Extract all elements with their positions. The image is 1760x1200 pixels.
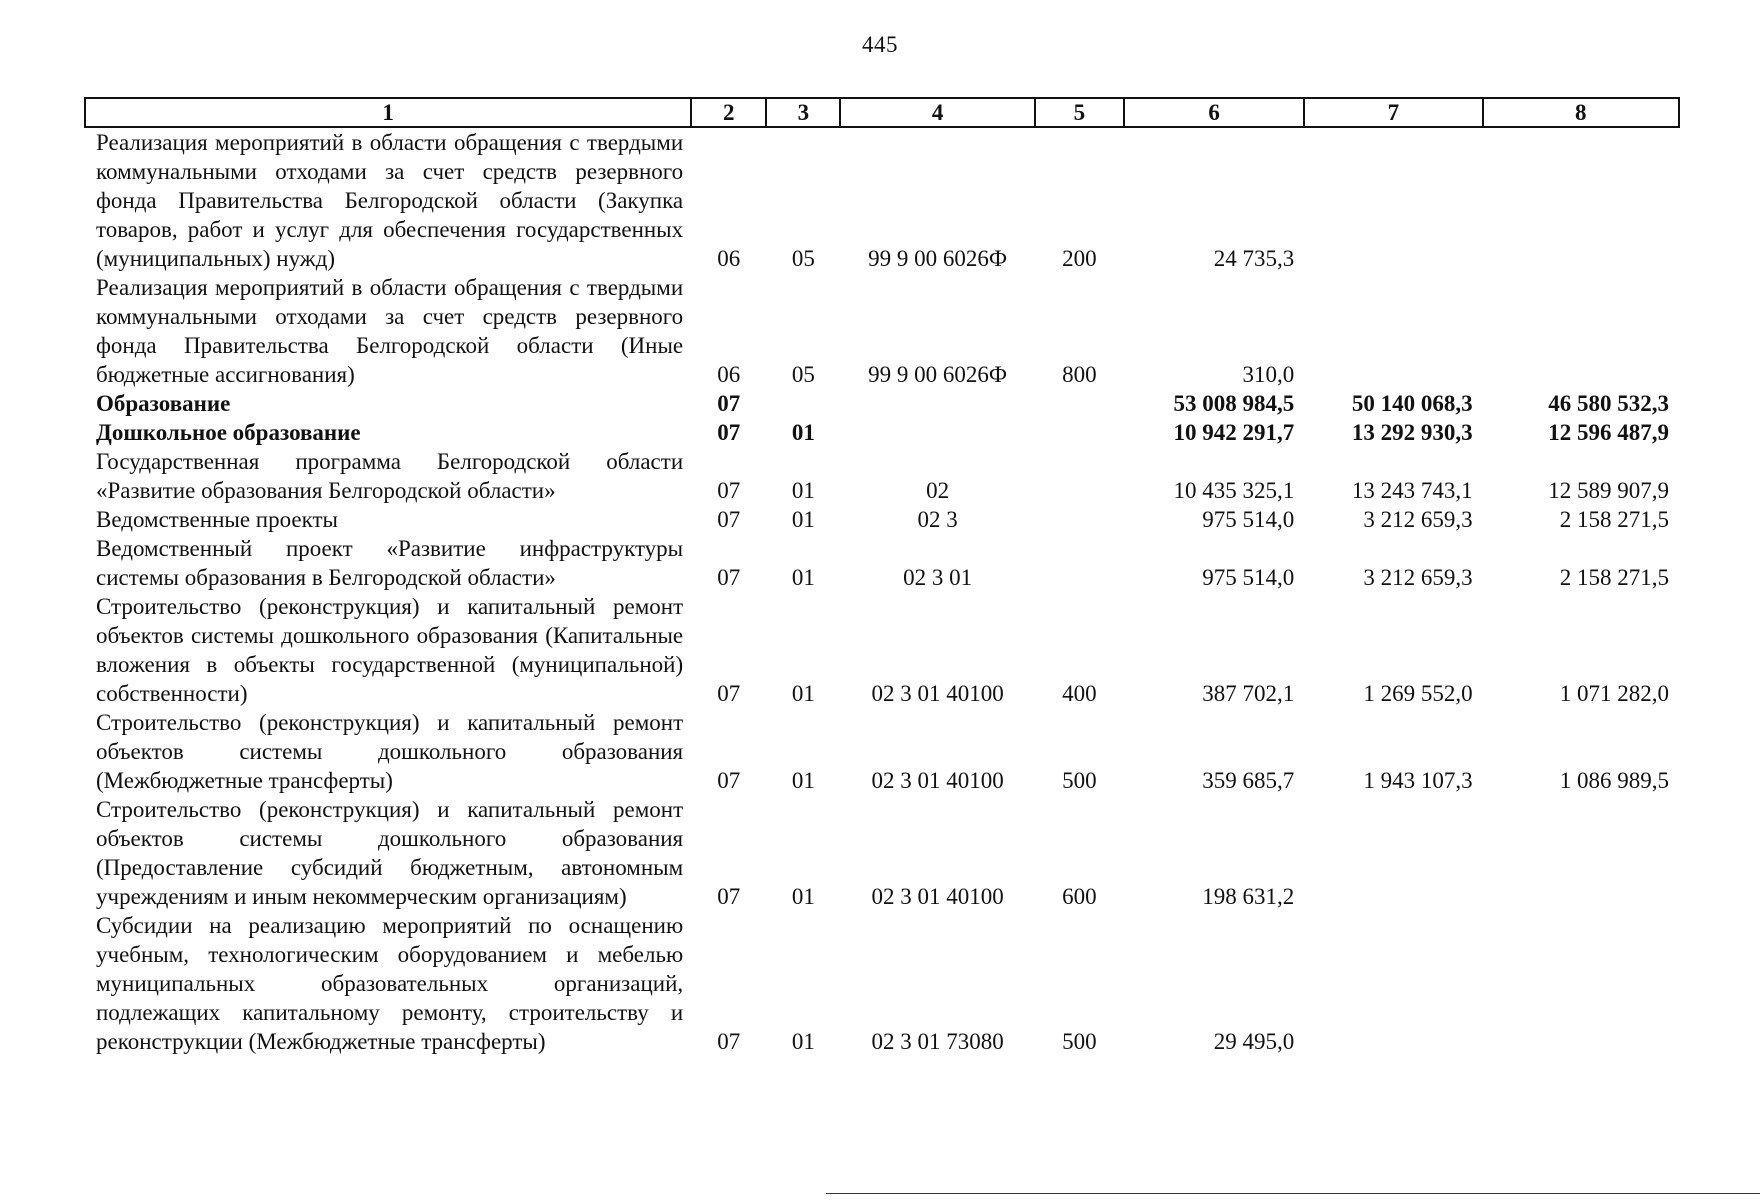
row-target-code bbox=[840, 418, 1034, 447]
row-amount-3 bbox=[1483, 795, 1679, 911]
row-amount-1: 10 942 291,7 bbox=[1173, 420, 1295, 445]
row-subsection bbox=[766, 389, 840, 418]
row-amount-3: 1 086 989,5 bbox=[1559, 768, 1669, 793]
row-section: 07 bbox=[717, 507, 741, 532]
page-number: 445 bbox=[862, 32, 898, 57]
row-amount-2 bbox=[1304, 127, 1482, 273]
row-subsection: 01 bbox=[791, 478, 815, 503]
row-amount-1: 310,0 bbox=[1242, 362, 1295, 387]
row-expense-type: 500 bbox=[1062, 1029, 1097, 1054]
row-amount-3 bbox=[1483, 911, 1679, 1056]
row-name: Строительство (реконструкция) и капитальный ремонт объектов системы дошкольного образования (Предоставление субсидий бюджетным, автономным учреждениям и иным некоммерческим организациям) bbox=[96, 797, 684, 909]
row-amount-1: 10 435 325,1 bbox=[1173, 478, 1295, 503]
row-name: Образование bbox=[96, 391, 231, 416]
table-header bbox=[85, 98, 1679, 127]
header-row bbox=[85, 98, 1679, 127]
header-col-5: 5 bbox=[1035, 98, 1124, 127]
row-section: 07 bbox=[717, 681, 741, 706]
row-section: 07 bbox=[717, 884, 741, 909]
row-amount-2 bbox=[1304, 911, 1482, 1056]
row-expense-type: 200 bbox=[1062, 246, 1097, 271]
row-section: 06 bbox=[717, 246, 741, 271]
row-section: 07 bbox=[717, 565, 741, 590]
row-amount-1: 975 514,0 bbox=[1202, 507, 1295, 532]
row-amount-2: 13 292 930,3 bbox=[1351, 420, 1473, 445]
header-col-3: 3 bbox=[766, 98, 840, 127]
table-body bbox=[85, 127, 1679, 1056]
row-amount-1: 387 702,1 bbox=[1202, 681, 1295, 706]
header-col-6: 6 bbox=[1124, 98, 1304, 127]
row-amount-1: 53 008 984,5 bbox=[1173, 391, 1295, 416]
row-name: Дошкольное образование bbox=[96, 420, 361, 445]
row-amount-1: 975 514,0 bbox=[1202, 565, 1295, 590]
row-name: Государственная программа Белгородской области «Развитие образования Белгородской области» bbox=[96, 449, 684, 503]
row-expense-type bbox=[1035, 389, 1124, 418]
row-subsection: 01 bbox=[791, 681, 815, 706]
header-col-4: 4 bbox=[840, 98, 1034, 127]
row-amount-2: 3 212 659,3 bbox=[1363, 507, 1473, 532]
row-name: Строительство (реконструкция) и капитальный ремонт объектов системы дошкольного образования (Капитальные вложения в объекты государственной (муниципальной) собственности) bbox=[96, 594, 684, 706]
row-amount-1: 359 685,7 bbox=[1202, 768, 1295, 793]
row-amount-3: 2 158 271,5 bbox=[1559, 565, 1669, 590]
row-target-code: 02 3 01 40100 bbox=[871, 768, 1004, 793]
table-row bbox=[85, 418, 1679, 447]
row-expense-type bbox=[1035, 447, 1124, 505]
header-col-7: 7 bbox=[1304, 98, 1482, 127]
row-amount-2: 1 269 552,0 bbox=[1363, 681, 1473, 706]
row-amount-1: 198 631,2 bbox=[1202, 884, 1295, 909]
row-section: 07 bbox=[717, 768, 741, 793]
row-subsection: 05 bbox=[791, 362, 815, 387]
row-target-code: 02 3 01 40100 bbox=[871, 681, 1004, 706]
row-expense-type bbox=[1035, 534, 1124, 592]
table-row bbox=[85, 505, 1679, 534]
row-section: 07 bbox=[717, 391, 741, 416]
row-amount-2 bbox=[1304, 273, 1482, 389]
table-row bbox=[85, 592, 1679, 708]
row-amount-3: 1 071 282,0 bbox=[1559, 681, 1669, 706]
row-amount-2 bbox=[1304, 795, 1482, 911]
row-target-code: 02 3 01 40100 bbox=[871, 884, 1004, 909]
row-target-code: 02 3 01 bbox=[903, 565, 973, 590]
header-col-2: 2 bbox=[691, 98, 766, 127]
row-section: 06 bbox=[717, 362, 741, 387]
row-amount-2: 3 212 659,3 bbox=[1363, 565, 1473, 590]
row-subsection: 01 bbox=[791, 884, 815, 909]
row-amount-3: 12 589 907,9 bbox=[1548, 478, 1669, 503]
row-amount-2: 1 943 107,3 bbox=[1363, 768, 1473, 793]
row-expense-type: 800 bbox=[1062, 362, 1097, 387]
bottom-rule bbox=[826, 1193, 1760, 1194]
row-expense-type: 600 bbox=[1062, 884, 1097, 909]
header-col-8: 8 bbox=[1483, 98, 1679, 127]
table-row bbox=[85, 708, 1679, 795]
row-expense-type: 400 bbox=[1062, 681, 1097, 706]
row-amount-1: 24 735,3 bbox=[1213, 246, 1295, 271]
row-name: Субсидии на реализацию мероприятий по оснащению учебным, технологическим оборудованием и мебелью муниципальных образовательных организаций, подлежащих капитальному ремонту, строительству и реконструкции (Межбюджетные трансферты) bbox=[96, 913, 684, 1054]
row-name: Ведомственные проекты bbox=[96, 507, 338, 532]
row-subsection: 01 bbox=[791, 507, 815, 532]
row-name: Ведомственный проект «Развитие инфраструктуры системы образования в Белгородской области» bbox=[96, 536, 684, 590]
row-name: Строительство (реконструкция) и капитальный ремонт объектов системы дошкольного образования (Межбюджетные трансферты) bbox=[96, 710, 684, 793]
row-amount-3 bbox=[1483, 127, 1679, 273]
table-row bbox=[85, 447, 1679, 505]
row-amount-2: 13 243 743,1 bbox=[1351, 478, 1473, 503]
row-amount-3: 46 580 532,3 bbox=[1548, 391, 1669, 416]
row-expense-type bbox=[1035, 505, 1124, 534]
row-target-code bbox=[840, 389, 1034, 418]
header-col-1: 1 bbox=[85, 98, 691, 127]
row-expense-type bbox=[1035, 418, 1124, 447]
table-row bbox=[85, 795, 1679, 911]
row-target-code: 02 3 bbox=[917, 507, 958, 532]
row-target-code: 99 9 00 6026Ф bbox=[868, 246, 1008, 271]
row-subsection: 05 bbox=[791, 246, 815, 271]
row-amount-2: 50 140 068,3 bbox=[1351, 391, 1473, 416]
row-section: 07 bbox=[717, 478, 741, 503]
row-subsection: 01 bbox=[791, 565, 815, 590]
row-amount-3 bbox=[1483, 273, 1679, 389]
row-subsection: 01 bbox=[791, 420, 815, 445]
row-name: Реализация мероприятий в области обращения с твердыми коммунальными отходами за счет средств резервного фонда Правительства Белгородской области (Закупка товаров, работ и услуг для обеспечения государственных (муниципальных) нужд) bbox=[96, 130, 684, 271]
row-target-code: 02 bbox=[926, 478, 950, 503]
row-amount-1: 29 495,0 bbox=[1213, 1029, 1295, 1054]
table-row bbox=[85, 273, 1679, 389]
table-row bbox=[85, 389, 1679, 418]
row-subsection: 01 bbox=[791, 768, 815, 793]
row-name: Реализация мероприятий в области обращения с твердыми коммунальными отходами за счет средств резервного фонда Правительства Белгородской области (Иные бюджетные ассигнования) bbox=[96, 275, 684, 387]
row-amount-3: 2 158 271,5 bbox=[1559, 507, 1669, 532]
budget-table bbox=[84, 97, 1680, 1056]
table-row bbox=[85, 911, 1679, 1056]
table-row bbox=[85, 127, 1679, 273]
row-expense-type: 500 bbox=[1062, 768, 1097, 793]
row-target-code: 99 9 00 6026Ф bbox=[868, 362, 1008, 387]
row-target-code: 02 3 01 73080 bbox=[871, 1029, 1004, 1054]
row-section: 07 bbox=[717, 1029, 741, 1054]
table-row bbox=[85, 534, 1679, 592]
row-section: 07 bbox=[717, 420, 741, 445]
row-subsection: 01 bbox=[791, 1029, 815, 1054]
row-amount-3: 12 596 487,9 bbox=[1548, 420, 1669, 445]
